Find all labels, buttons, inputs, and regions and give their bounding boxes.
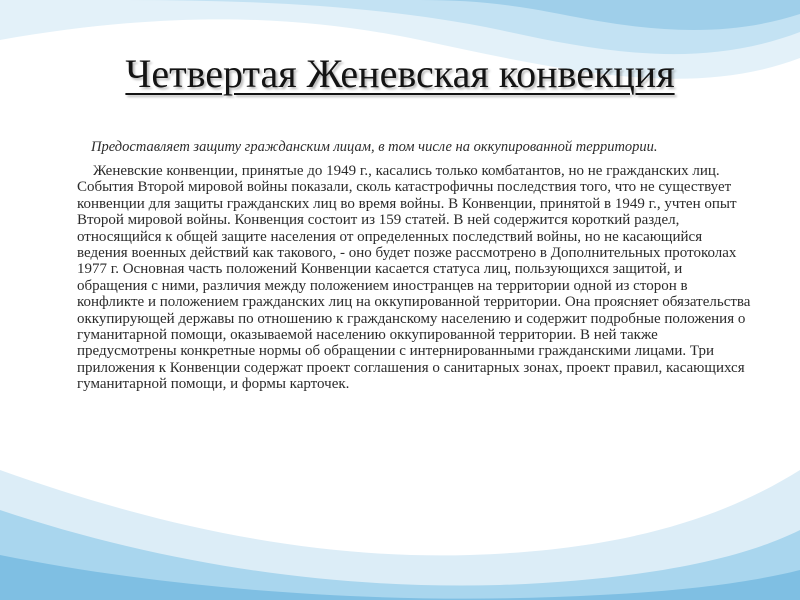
main-paragraph: Женевские конвенции, принятые до 1949 г., касались только комбатантов, но не гражданских лиц. События Второй мировой войны показали, сколь катастрофичны последствия того, что не существует конвенции для защиты гражданских лиц во время войны. В Конвенции, принятой в 1949 г., учтен опыт Второй мировой войны. Конвенция состоит из 159 статей. В ней содержится короткий раздел, относящийся к общей защите населения от определенных последствий войны, но не касающийся ведения военных действий как такового, - оно будет позже рассмотрено в Дополнительных протоколах 1977 г. Основная часть положений Конвенции касается статуса лиц, пользующихся защитой, и обращения с ними, различия между положением иностранцев на территории одной из сторон в конфликте и положением гражданских лиц на оккупированной территории. Она проясняет обязательства оккупирующей державы по отношению к гражданскому населению и содержит подробные положения о гуманитарной помощи, оказываемой населению оккупированной территории. В ней также предусмотрены конкретные нормы об обращении с интернированными гражданскими лицами. Три приложения к Конвенции содержат проект соглашения о санитарных зонах, проект правил, касающихся гуманитарной помощи, и формы карточек. <box>77 163 751 393</box>
intro-text: Предоставляет защиту гражданским лицам, в том числе на оккупированной территории. <box>91 139 658 155</box>
slide-body <box>77 139 753 393</box>
slide-title: Четвертая Женевская конвекция <box>125 51 675 96</box>
